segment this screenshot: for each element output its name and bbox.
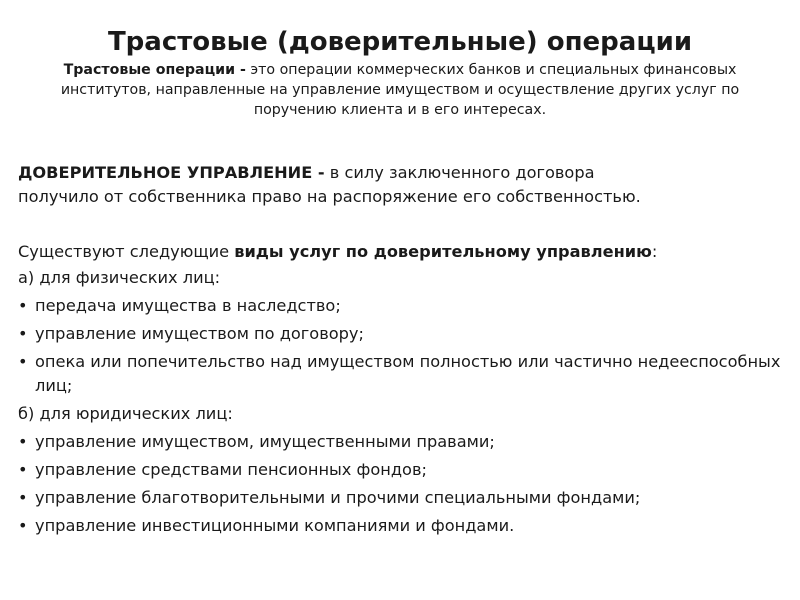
definition-term: ДОВЕРИТЕЛЬНОЕ УПРАВЛЕНИЕ -	[18, 163, 325, 182]
definition-line-1	[18, 161, 793, 185]
list-item	[18, 458, 793, 482]
legal-heading: б) для юридических лиц:	[18, 404, 233, 423]
list-item	[18, 322, 793, 346]
intro-paragraph	[40, 60, 760, 120]
list-item-text: опека или попечительство над имуществом полностью или частично недееспособных лиц;	[35, 352, 781, 395]
list-item	[18, 350, 793, 398]
intro-text: это операции коммерческих банков и специальных финансовых институтов, направленные на управление имуществом и осуществление других услуг по поручению клиента и в его интересах.	[60, 62, 740, 118]
intro-term: Трастовые операции -	[63, 62, 246, 78]
list-item-text: управление благотворительными и прочими специальными фондами;	[35, 488, 641, 507]
list-item-text: управление средствами пенсионных фондов;	[35, 460, 427, 479]
bullet-icon: •	[18, 352, 28, 371]
list-item-text: управление имуществом по договору;	[35, 324, 364, 343]
list-item-text: передача имущества в наследство;	[35, 296, 341, 315]
services-lead-bold: виды услуг по доверительному управлению	[234, 242, 652, 261]
list-item	[18, 486, 793, 510]
bullet-icon: •	[18, 296, 28, 315]
bullet-icon: •	[18, 460, 28, 479]
list-item	[18, 514, 793, 538]
list-item-text: управление имуществом, имущественными правами;	[35, 432, 495, 451]
definition-paragraph	[18, 161, 793, 209]
slide-title: Трастовые (доверительные) операции	[107, 27, 693, 57]
definition-line-2: получило от собственника право на распоряжение его собственностью.	[18, 187, 641, 206]
bullet-icon: •	[18, 324, 28, 343]
bullet-icon: •	[18, 488, 28, 507]
services-lead	[18, 240, 793, 264]
definition-line-1-rest: в силу заключенного договора	[324, 163, 595, 182]
list-item	[18, 294, 793, 318]
list-item	[18, 430, 793, 454]
bullet-icon: •	[18, 432, 28, 451]
bullet-icon: •	[18, 516, 28, 535]
services-block	[18, 240, 793, 542]
services-lead-prefix: Существуют следующие	[18, 242, 235, 261]
list-item-text: управление инвестиционными компаниями и фондами.	[35, 516, 515, 535]
individuals-heading: а) для физических лиц:	[18, 268, 221, 287]
services-lead-suffix: :	[651, 242, 658, 261]
